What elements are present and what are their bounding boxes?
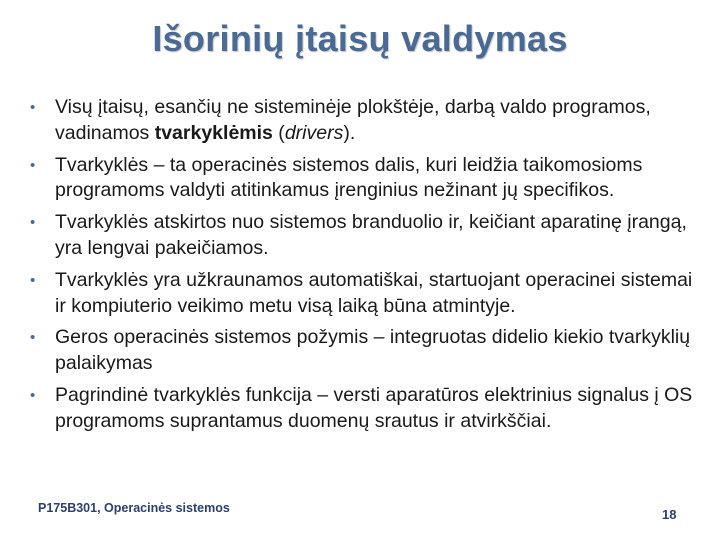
bullet-item [30,325,700,377]
bullet-item [30,383,700,435]
bullet-text-segment: Tvarkyklės – ta operacinės sistemos dalis, kuri leidžia taikomosioms programoms valdyti atitinkamus įrenginius nežinant jų specifikos. [55,153,643,202]
bullet-marker: • [30,156,36,174]
bullet-marker: • [30,271,36,289]
bullet-text-segment: Geros operacinės sistemos požymis – integruotas didelio kiekio tvarkyklių palaikymas [55,326,691,375]
bullet-text-segment: tvarkyklėmis [154,121,273,144]
footer-course-label: P175B301, Operacinės sistemos [38,501,230,515]
bullet-item [30,268,700,320]
bullet-marker: • [30,329,36,347]
bullet-marker: • [30,214,36,232]
bullet-marker: • [30,99,36,116]
bullet-list [30,95,700,441]
bullet-text-segment: ( [272,121,285,144]
bullet-text-segment: Visų įtaisų, esančių ne sisteminėje plokštėje, darbą valdo programos, vadinamos [55,96,651,144]
slide-title: Išorinių įtaisų valdymas [152,18,568,59]
bullet-item [30,153,700,205]
bullet-text-segment: Tvarkyklės atskirtos nuo sistemos branduolio ir, keičiant aparatinę įrangą, yra lengvai pakeičiamos. [55,211,687,259]
bullet-text-segment: Tvarkyklės yra užkraunamos automatiškai, startuojant operacinei sistemai ir kompiuterio veikimo metu visą laiką būna atmintyje. [55,268,693,317]
bullet-text-segment: Pagrindinė tvarkyklės funkcija – versti aparatūros elektrinius signalus į OS programoms suprantamus duomenų srautus ir atvirkščiai. [55,383,693,432]
bullet-marker: • [30,386,36,404]
bullet-text-segment: ). [343,121,356,144]
bullet-item [30,95,700,147]
bullet-item [30,210,700,262]
page-number: 18 [662,507,677,522]
bullet-text-segment: drivers [284,121,344,144]
